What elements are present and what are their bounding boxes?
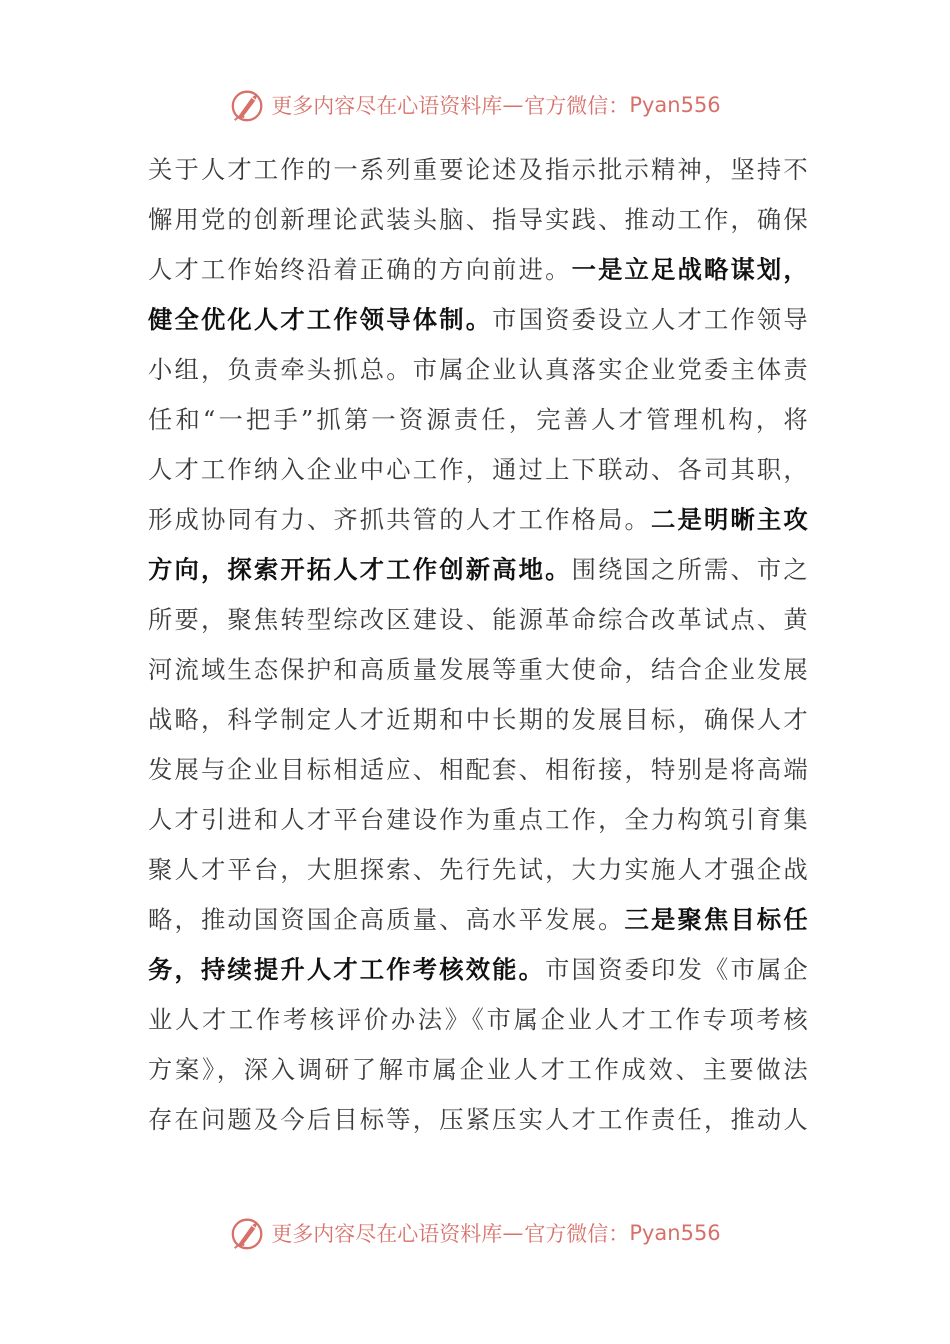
text-segment: 存在问题及今后目标等，压紧压实人才工作责任，推动人 <box>148 1105 808 1134</box>
text-segment: 人才工作纳入企业中心工作，通过上下联动、各司其职， <box>148 455 808 484</box>
bold-text-segment: 健全优化人才工作领导体制。 <box>148 305 493 334</box>
text-segment: 市国资委印发《市属企 <box>545 955 808 984</box>
text-segment: 方案》，深入调研了解市属企业人才工作成效、主要做法 <box>148 1055 808 1084</box>
text-line <box>148 395 808 445</box>
text-line <box>148 445 808 495</box>
text-segment: 小组，负责牵头抓总。市属企业认真落实企业党委主体责 <box>148 355 808 384</box>
banner-separator: — <box>502 93 525 117</box>
bold-text-segment: 二是明晰主攻 <box>651 505 808 534</box>
banner-site-text: 更多内容尽在心语资料库 <box>271 94 503 118</box>
text-line <box>148 195 808 245</box>
text-line <box>148 345 808 395</box>
text-segment: 聚人才平台，大胆探索、先行先试，大力实施人才强企战 <box>148 855 808 884</box>
banner-wechat-id: Pyan556 <box>629 1221 721 1245</box>
text-segment: 围绕国之所需、市之 <box>571 555 808 584</box>
text-segment: 市国资委设立人才工作领导 <box>492 305 808 334</box>
header-banner <box>0 80 950 130</box>
bold-text-segment: 三是聚焦目标任 <box>624 905 808 934</box>
banner-wechat-label: 官方微信： <box>524 94 630 118</box>
text-segment: 关于人才工作的一系列重要论述及指示批示精神，坚持不 <box>148 155 808 184</box>
text-segment: 业人才工作考核评价办法》《市属企业人才工作专项考核 <box>148 1005 808 1034</box>
banner-site-text: 更多内容尽在心语资料库 <box>271 1222 503 1246</box>
text-line <box>148 795 808 845</box>
text-line <box>148 745 808 795</box>
text-segment: 战略，科学制定人才近期和中长期的发展目标，确保人才 <box>148 705 808 734</box>
banner-wechat-id: Pyan556 <box>629 93 721 117</box>
text-line <box>148 1045 808 1095</box>
text-line <box>148 545 808 595</box>
banner-separator: — <box>502 1221 525 1245</box>
text-line <box>148 645 808 695</box>
text-line <box>148 145 808 195</box>
pen-logo-icon <box>229 1214 267 1252</box>
text-line <box>148 1095 808 1145</box>
text-line <box>148 945 808 995</box>
text-segment: 人才引进和人才平台建设作为重点工作，全力构筑引育集 <box>148 805 808 834</box>
document-body <box>148 145 808 1145</box>
bold-text-segment: 务，持续提升人才工作考核效能。 <box>148 955 546 984</box>
text-line <box>148 695 808 745</box>
text-line <box>148 495 808 545</box>
text-segment: 懈用党的创新理论武装头脑、指导实践、推动工作，确保 <box>148 205 808 234</box>
bold-text-segment: 方向，探索开拓人才工作创新高地。 <box>148 555 572 584</box>
text-segment: 人才工作始终沿着正确的方向前进。 <box>148 255 572 284</box>
banner-wechat-label: 官方微信： <box>524 1222 630 1246</box>
text-segment: 发展与企业目标相适应、相配套、相衔接，特别是将高端 <box>148 755 808 784</box>
text-line <box>148 595 808 645</box>
text-line <box>148 245 808 295</box>
bold-text-segment: 一是立足战略谋划， <box>571 255 808 284</box>
text-line <box>148 295 808 345</box>
text-line <box>148 895 808 945</box>
text-segment: 形成协同有力、齐抓共管的人才工作格局。 <box>148 505 652 534</box>
text-segment: 河流域生态保护和高质量发展等重大使命，结合企业发展 <box>148 655 808 684</box>
pen-logo-icon <box>229 86 267 124</box>
text-line <box>148 995 808 1045</box>
text-segment: 略，推动国资国企高质量、高水平发展。 <box>148 905 625 934</box>
footer-banner <box>0 1208 950 1258</box>
text-segment: 所要，聚焦转型综改区建设、能源革命综合改革试点、黄 <box>148 605 808 634</box>
text-segment: 任和“一把手”抓第一资源责任，完善人才管理机构，将 <box>148 405 808 434</box>
text-line <box>148 845 808 895</box>
